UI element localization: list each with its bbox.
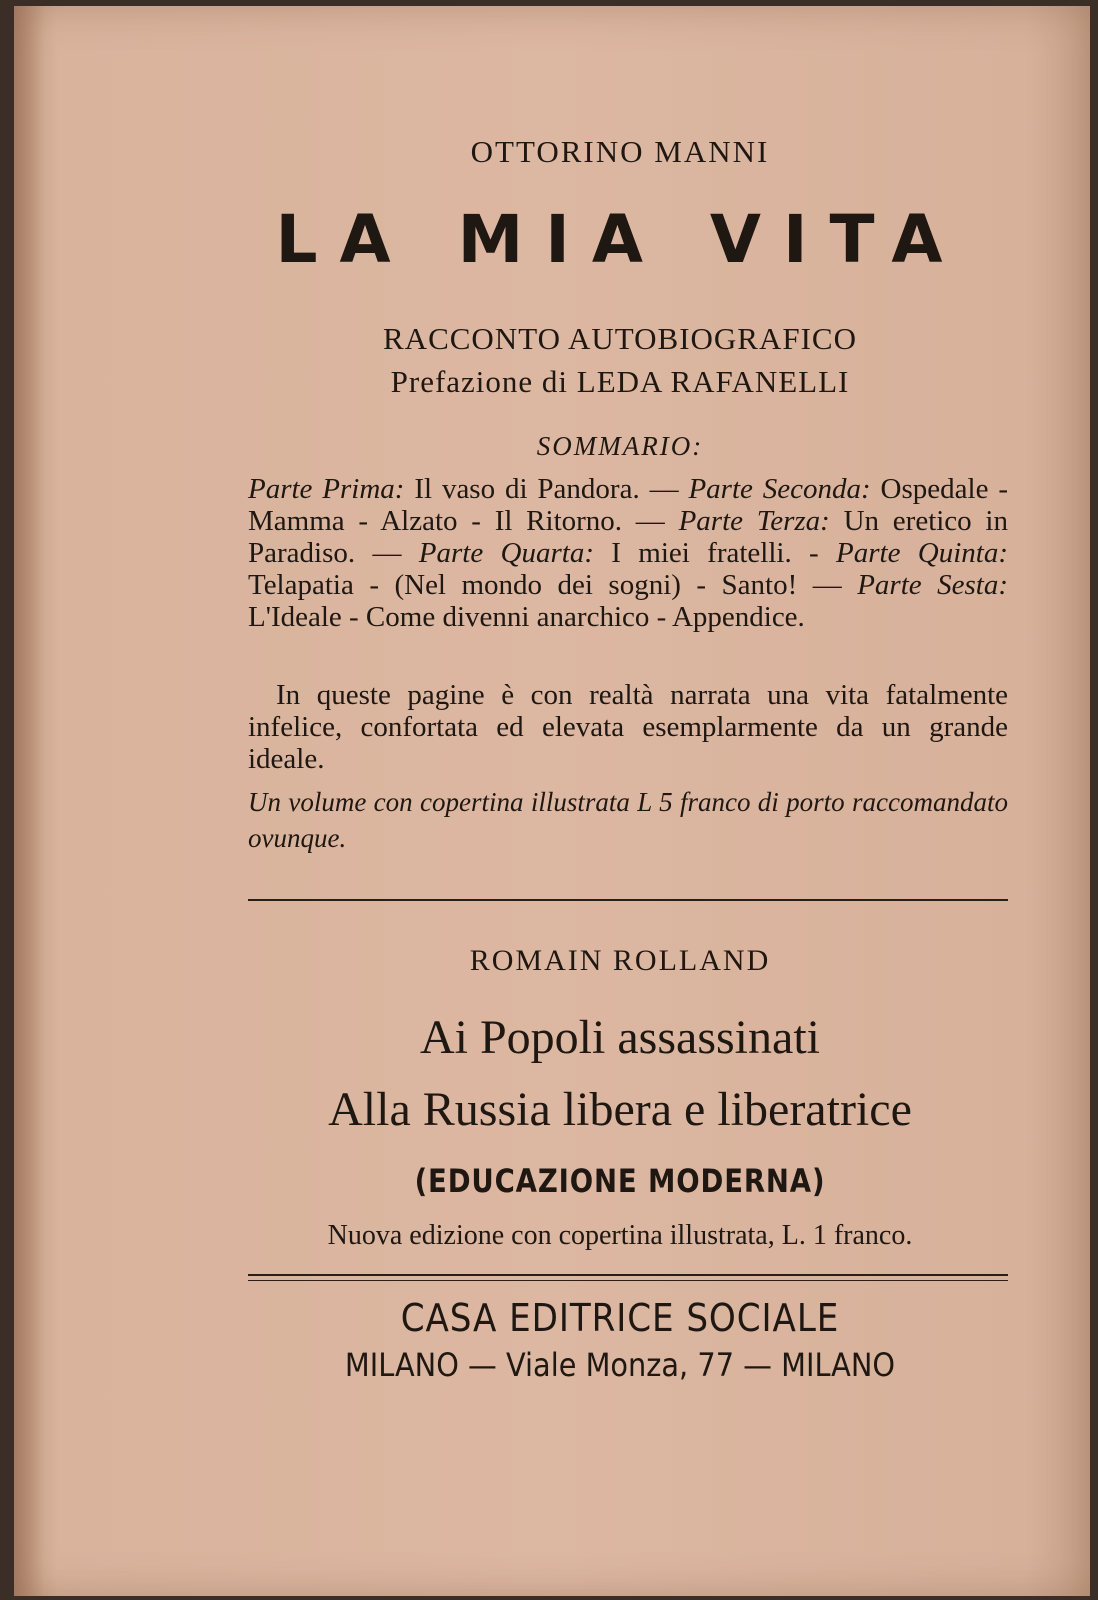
summary-part-text: L'Ideale - Come divenni anarchico - Appendice. bbox=[248, 601, 805, 633]
double-rule-top bbox=[248, 1274, 1008, 1276]
section-divider bbox=[248, 899, 1008, 901]
publisher-name: CASA EDITRICE SOCIALE bbox=[400, 1296, 840, 1340]
summary-part-label: Parte Terza: bbox=[678, 505, 830, 537]
book2-author: ROMAIN ROLLAND bbox=[469, 944, 771, 977]
book2-subtitle: (EDUCAZIONE MODERNA) bbox=[414, 1162, 826, 1200]
summary-part-label: Parte Sesta: bbox=[857, 569, 1008, 601]
summary-part-label: Parte Quinta: bbox=[836, 537, 1008, 569]
book1-offer: Un volume con copertina illustrata L 5 franco di porto raccomandato ovunque. bbox=[248, 787, 1008, 853]
book2-title-line2: Alla Russia libera e liberatrice bbox=[328, 1083, 912, 1136]
book1-subtitle: RACCONTO AUTOBIOGRAFICO bbox=[383, 321, 857, 356]
double-rule-bottom bbox=[248, 1280, 1008, 1281]
book1-preface: Prefazione di LEDA RAFANELLI bbox=[390, 364, 850, 399]
summary-part-label: Parte Seconda: bbox=[688, 473, 871, 505]
summary-part-text: Ospedale - Mamma - Alzato - Il Ritorno. — bbox=[248, 473, 1008, 537]
summary-part-text: Telapatia - (Nel mondo dei sogni) - Santo! — bbox=[248, 569, 858, 601]
book2-title-line1: Ai Popoli assassinati bbox=[419, 1011, 820, 1064]
summary-part-label: Parte Quarta: bbox=[418, 537, 594, 569]
summary-part-text: I miei fratelli. - bbox=[593, 537, 837, 569]
summary-part-text: Un eretico in Paradiso. — bbox=[248, 505, 1008, 569]
page-edge-shadow bbox=[14, 6, 44, 1596]
book2-edition: Nuova edizione con copertina illustrata, L. 1 franco. bbox=[327, 1220, 913, 1251]
summary-part-label: Parte Prima: bbox=[248, 473, 405, 505]
publisher-address: MILANO — Viale Monza, 77 — MILANO bbox=[344, 1346, 896, 1384]
book1-author: OTTORINO MANNI bbox=[470, 134, 770, 169]
page bbox=[14, 6, 1090, 1596]
summary-paragraph bbox=[248, 473, 1008, 633]
book1-title: LA MIA VITA bbox=[275, 201, 965, 278]
summary-part-text: Il vaso di Pandora. — bbox=[404, 473, 689, 505]
book1-description: In queste pagine è con realtà narrata una vita fatalmente infelice, confortata ed elevata esemplarmente da un grande ideale. bbox=[248, 679, 1008, 775]
summary-heading: SOMMARIO: bbox=[536, 431, 704, 461]
